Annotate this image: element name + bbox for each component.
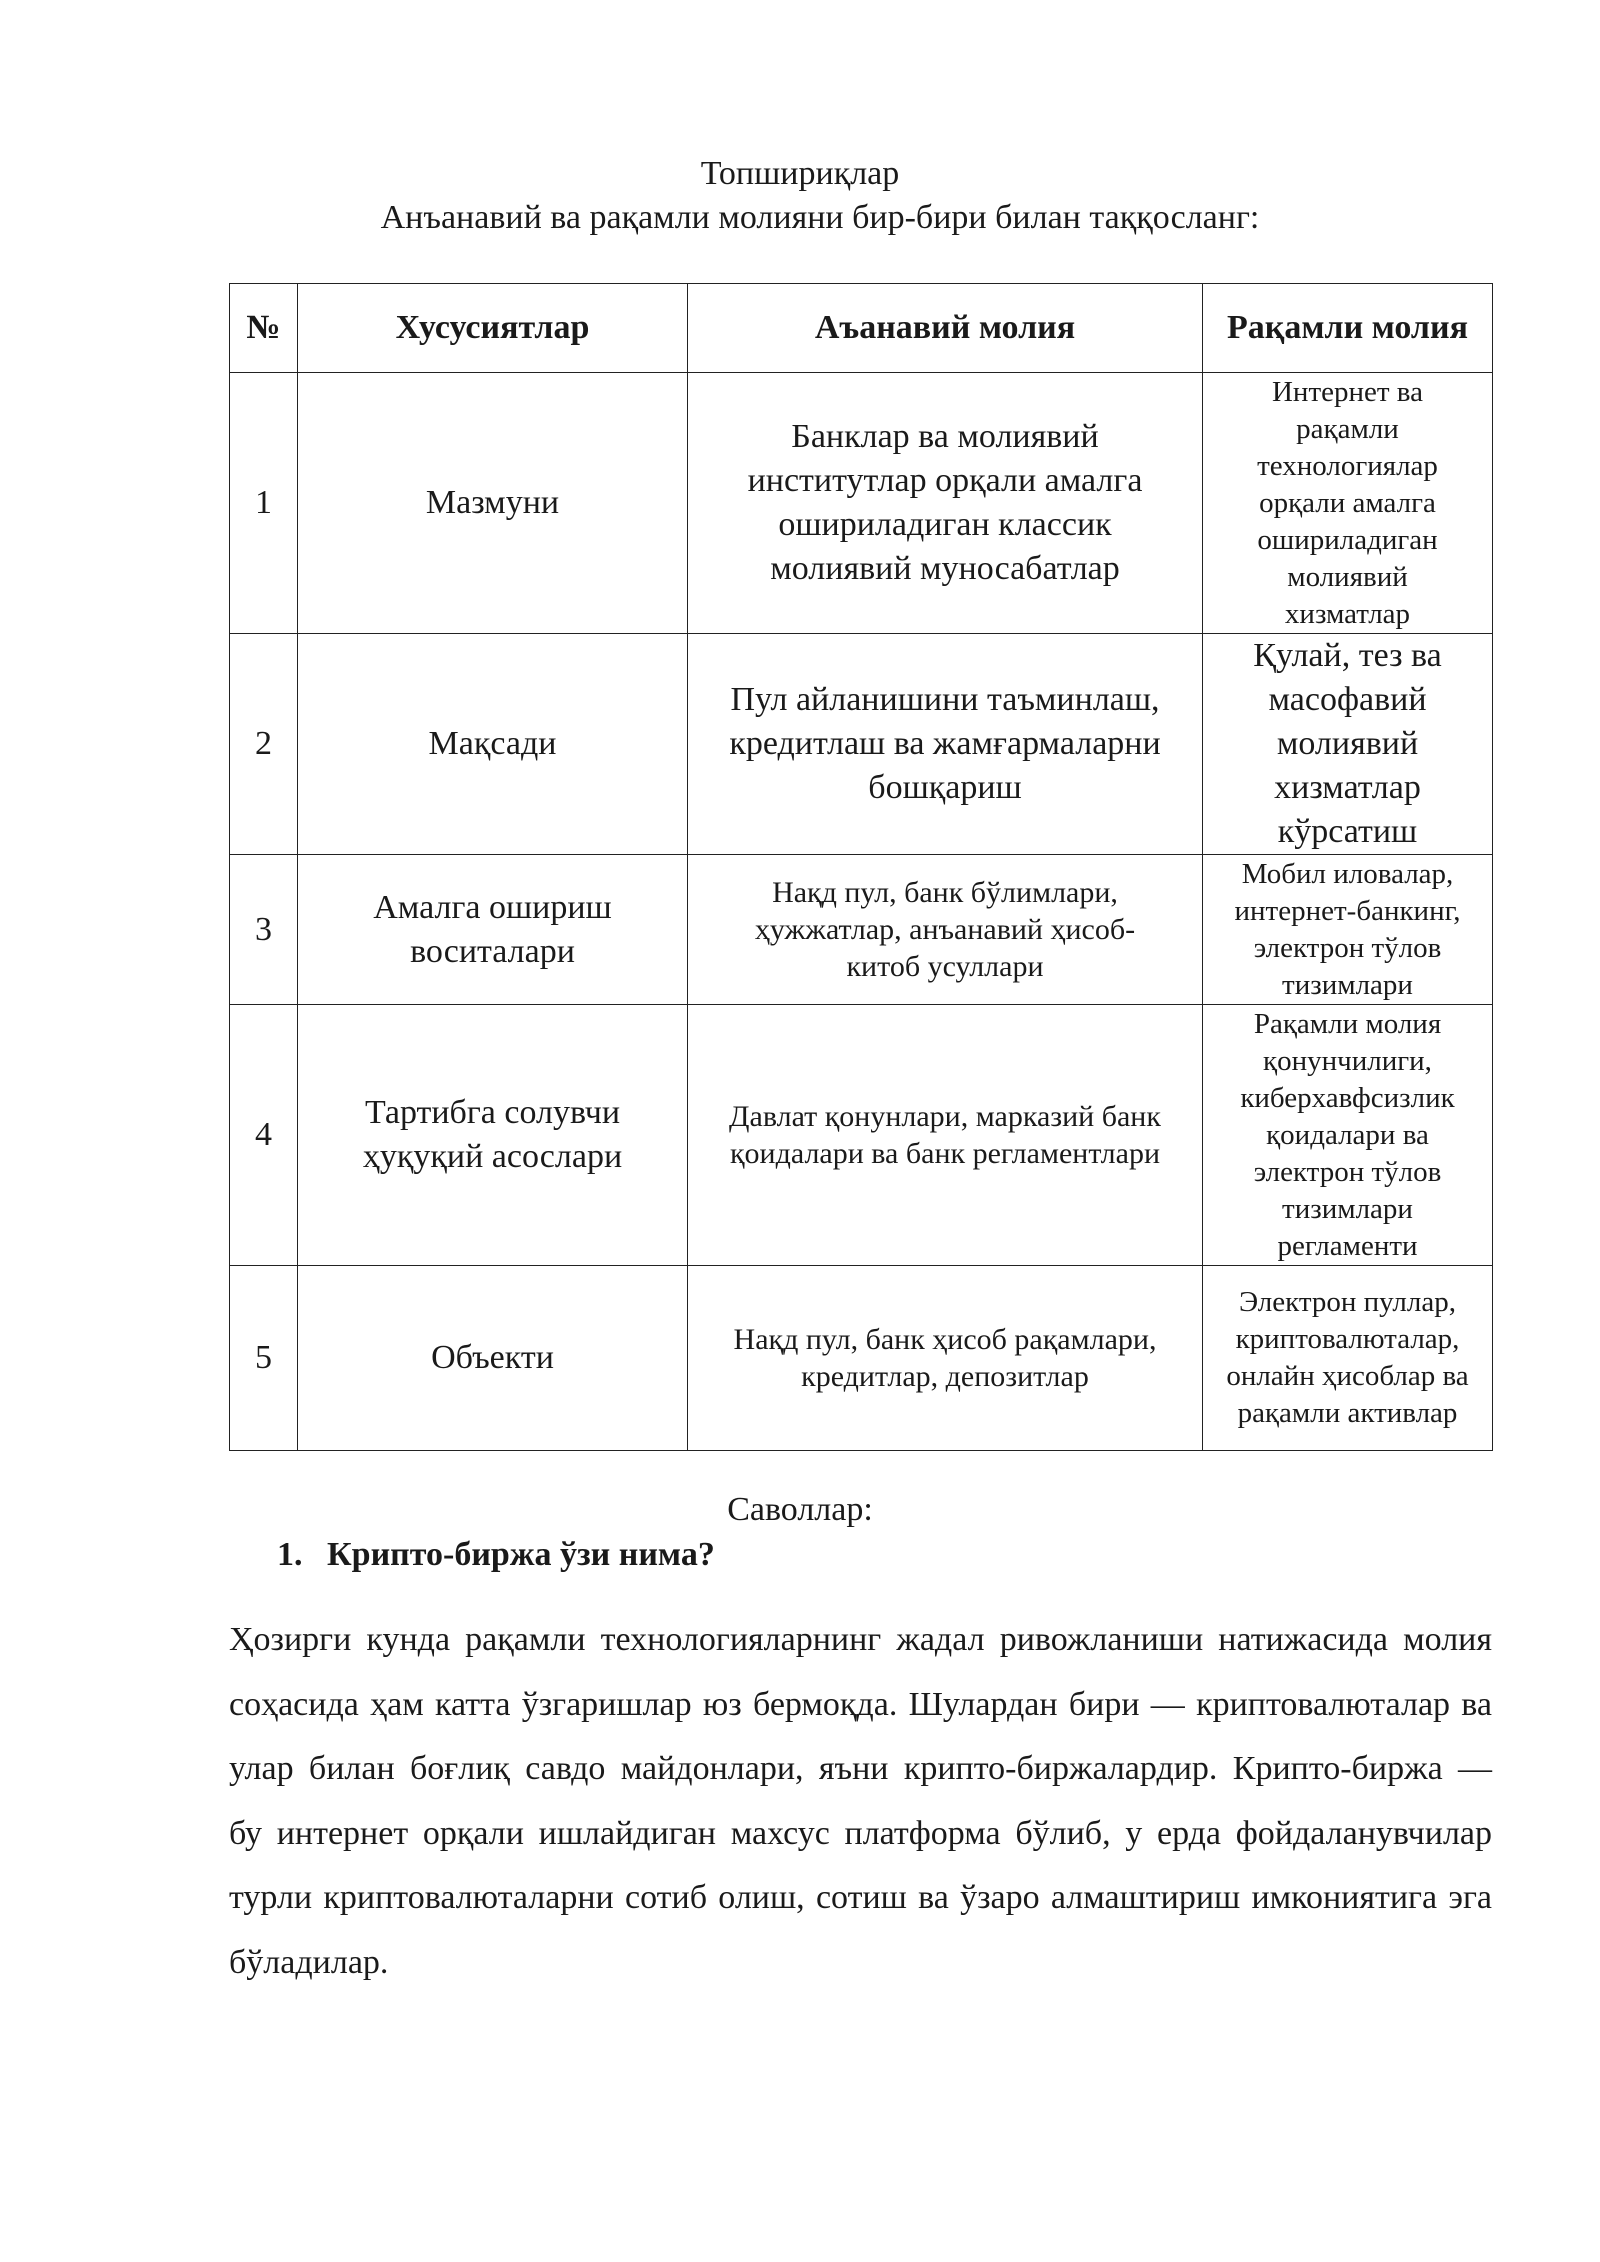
- question-1: [277, 1533, 715, 1577]
- row-feature: Мазмуни: [298, 373, 688, 634]
- table-row: [230, 634, 1493, 855]
- row-digital: Рақамли молия қонунчилиги, киберхавфсизлик қоидалари ва электрон тўлов тизимлари регламенти: [1203, 1005, 1493, 1266]
- row-digital: Интернет ва рақамли технологиялар орқали амалга ошириладиган молиявий хизматлар: [1203, 373, 1493, 634]
- row-feature: Амалга ошириш воситалари: [298, 855, 688, 1005]
- question-text: Крипто-биржа ўзи нима?: [327, 1536, 715, 1573]
- row-feature: Мақсади: [298, 634, 688, 855]
- row-number: 2: [230, 634, 298, 855]
- questions-heading: Саволлар:: [727, 1491, 873, 1528]
- answer-paragraph: Ҳозирги кунда рақамли технологияларнинг жадал ривожланиши натижасида молия соҳасида ҳам катта ўзгаришлар юз бермоқда. Шулардан бири — криптовалюталар ва улар билан боғлиқ савдо майдонлари, яъни крипто-биржалардир. Крипто-биржа — бу интернет орқали ишлайдиган махсус платформа бўлиб, у ерда фойдаланувчилар турли криптовалюталарни сотиб олиш, сотиш ва ўзаро алмаштириш имкониятига эга бўладилар.: [229, 1621, 1492, 1981]
- table-row: [230, 855, 1493, 1005]
- row-feature: Объекти: [298, 1266, 688, 1451]
- table-row: [230, 1266, 1493, 1451]
- row-number: 3: [230, 855, 298, 1005]
- question-number: 1.: [277, 1536, 303, 1573]
- table-row: [230, 1005, 1493, 1266]
- document-title: Топшириқлар: [700, 155, 900, 192]
- row-traditional: Банклар ва молиявий институтлар орқали амалга ошириладиган классик молиявий муносабатлар: [688, 373, 1203, 634]
- row-feature: Тартибга солувчи ҳуқуқий асослари: [298, 1005, 688, 1266]
- row-traditional: Пул айланишини таъминлаш, кредитлаш ва жамғармаларни бошқариш: [688, 634, 1203, 855]
- header-traditional-finance: Аъанавий молия: [688, 284, 1203, 373]
- row-digital: Қулай, тез ва масофавий молиявий хизматлар кўрсатиш: [1203, 634, 1493, 855]
- row-traditional: Давлат қонунлари, марказий банк қоидалари ва банк регламентлари: [688, 1005, 1203, 1266]
- row-number: 4: [230, 1005, 298, 1266]
- row-traditional: Нақд пул, банк ҳисоб рақамлари, кредитлар, депозитлар: [688, 1266, 1203, 1451]
- table-header-row: [230, 284, 1493, 373]
- row-digital: Мобил иловалар, интернет-банкинг, электрон тўлов тизимлари: [1203, 855, 1493, 1005]
- comparison-table: [229, 283, 1493, 1451]
- header-number: №: [230, 284, 298, 373]
- header-features: Хусусиятлар: [298, 284, 688, 373]
- row-number: 5: [230, 1266, 298, 1451]
- header-digital-finance: Рақамли молия: [1203, 284, 1493, 373]
- document-subtitle: Анъанавий ва рақамли молияни бир-бири билан таққосланг:: [380, 199, 1260, 236]
- row-traditional: Нақд пул, банк бўлимлари, ҳужжатлар, анъанавий ҳисоб-китоб усуллари: [688, 855, 1203, 1005]
- row-number: 1: [230, 373, 298, 634]
- row-digital: Электрон пуллар, криптовалюталар, онлайн ҳисоблар ва рақамли активлар: [1203, 1266, 1493, 1451]
- table-row: [230, 373, 1493, 634]
